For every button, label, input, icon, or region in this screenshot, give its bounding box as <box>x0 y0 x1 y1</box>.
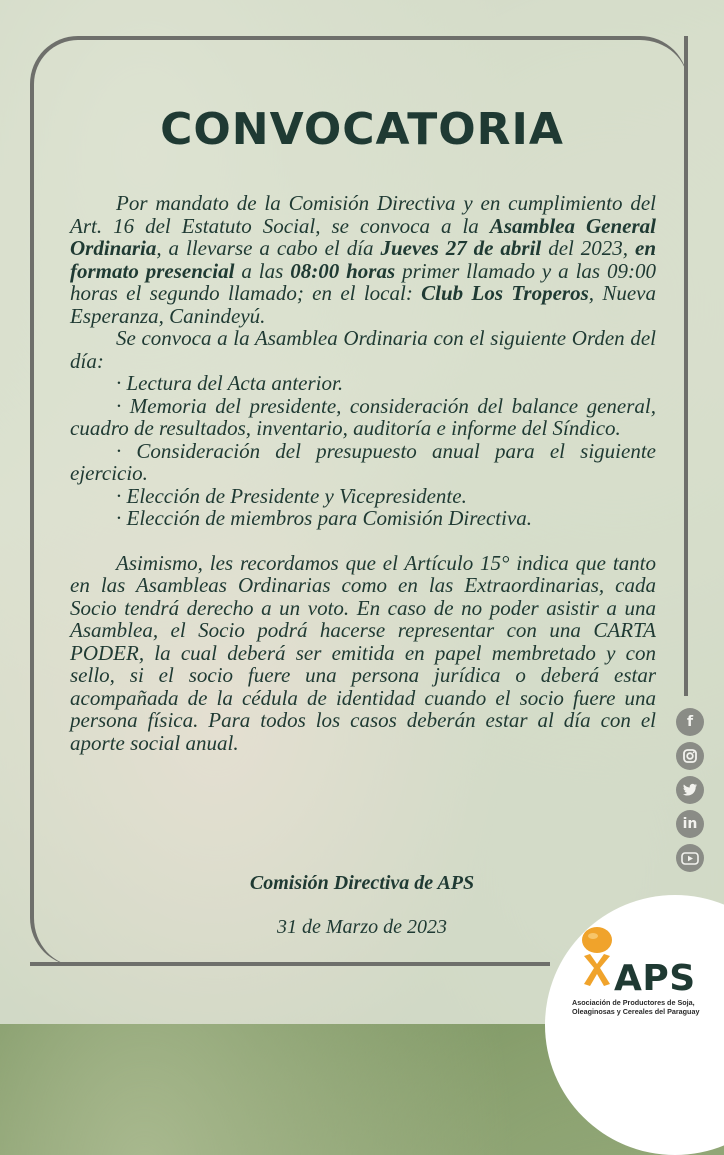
instagram-icon[interactable] <box>676 742 704 770</box>
decorative-frame-bottom <box>30 962 550 966</box>
text-segment: , a llevarse a cabo el día <box>156 236 381 260</box>
agenda-item: · Elección de miembros para Comisión Directiva. <box>116 506 533 530</box>
facebook-icon[interactable]: f <box>676 708 704 736</box>
meeting-venue: Club Los Troperos <box>421 281 589 305</box>
paragraph-agenda-intro: Se convoca a la Asamblea Ordinaria con el siguiente Orden del día: <box>70 326 656 373</box>
agenda-item: · Lectura del Acta anterior. <box>116 371 344 395</box>
text-segment: Por mandato de la Comisión Directiva y en cumplimiento del Art. 16 del Estatuto Social, se convoca a la <box>70 191 656 238</box>
text-segment: , Nueva Esperanza, Canindeyú. <box>70 281 656 328</box>
social-icons <box>676 708 708 872</box>
document-date: 31 de Marzo de 2023 <box>277 916 447 938</box>
meeting-time: 08:00 horas <box>290 258 396 283</box>
page-title: CONVOCATORIA <box>160 104 564 155</box>
logo-subtitle: Asociación de Productores de Soja, Oleaginosas y Cereales del Paraguay <box>572 998 700 1016</box>
assembly-name: Asamblea General Ordinaria <box>70 213 656 260</box>
aps-logo-icon <box>580 926 614 992</box>
twitter-icon[interactable] <box>676 776 704 804</box>
agenda-item: · Elección de Presidente y Vicepresidente. <box>116 483 467 508</box>
paragraph-voting-rules: Asimismo, les recordamos que el Artículo 15° indica que tanto en las Asambleas Ordinarias como en las Extraordinarias, cada Socio tendrá derecho a un voto. En caso de no poder asistir a una Asamblea, el Socio podrá hacerse representar con una CARTA PODER, la cual deberá ser emitida en papel membretado y con sello, si el socio fuere una persona jurídica o deberá estar acompañada de la cédula de identidad cuando el socio fuere una persona física. Para todos los casos deberán estar al día con el aporte social anual. <box>70 550 656 755</box>
linkedin-icon[interactable]: in <box>676 810 704 838</box>
text-segment: del 2023, <box>541 236 635 260</box>
spacer <box>70 530 656 552</box>
document-body <box>70 192 656 754</box>
text-segment: primer llamado y a las 09:00 horas el segundo llamado; en el local: <box>70 258 656 305</box>
meeting-date: Jueves 27 de abril <box>380 236 542 260</box>
agenda-item: · Consideración del presupuesto anual para el siguiente ejercicio. <box>70 438 656 485</box>
agenda-item: · Memoria del presidente, consideración del balance general, cuadro de resultados, inventario, auditoría e informe del Síndico. <box>70 393 656 440</box>
meeting-format: en formato presencial <box>70 236 656 283</box>
youtube-icon[interactable] <box>676 844 704 872</box>
signature: Comisión Directiva de APS <box>249 872 475 894</box>
text-segment: a las <box>234 258 291 283</box>
paragraph-convocation <box>70 192 656 327</box>
logo-name: APS <box>614 958 696 999</box>
